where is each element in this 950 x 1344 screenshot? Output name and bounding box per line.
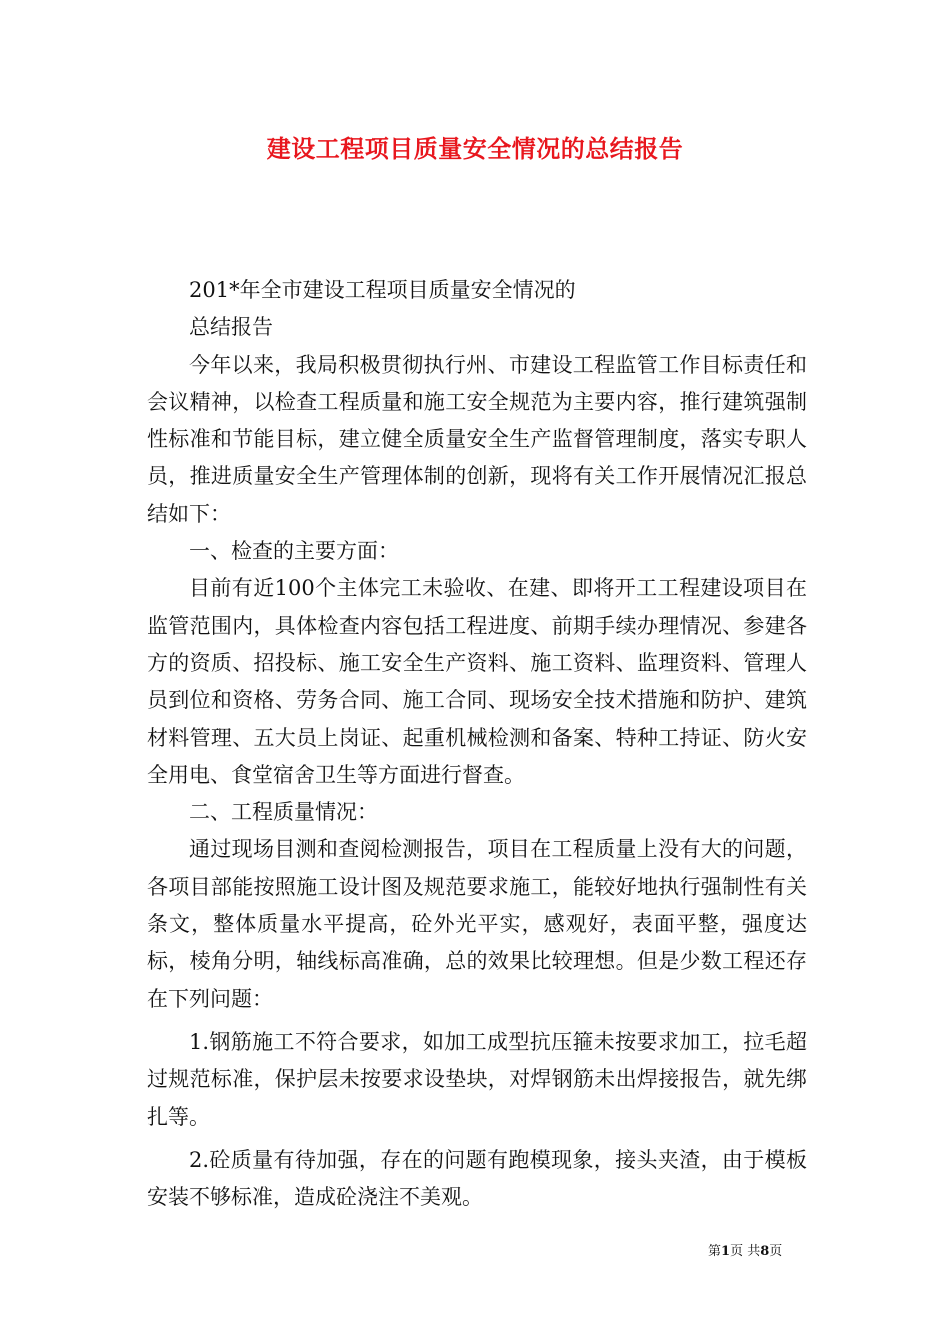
document-title: 建设工程项目质量安全情况的总结报告 [266, 134, 684, 163]
page-total: 8 [760, 1244, 770, 1259]
page-number [708, 1243, 782, 1261]
paragraph-quality: 通过现场目测和查阅检测报告，项目在工程质量上没有大的问题，各项目部能按照施工设计图及规范要求施工，能较好地执行强制性有关条文，整体质量水平提高，砼外光平实，感观好，表面平整，强度达标，棱角分明，轴线标高准确，总的效果比较理想。但是少数工程还存在下列问题： [147, 837, 807, 1011]
page-current: 1 [721, 1244, 731, 1259]
section-heading-quality: 二、工程质量情况： [189, 800, 378, 825]
list-item-rebar: 1.钢筋施工不符合要求，如加工成型抗压箍未按要求加工，拉毛超过规范标准，保护层未按要求设垫块，对焊钢筋未出焊接报告，就先绑扎等。 [147, 1029, 807, 1129]
list-item-concrete: 2.砼质量有待加强，存在的问题有跑模现象，接头夹渣，由于模板安装不够标准，造成砼浇注不美观。 [147, 1147, 807, 1210]
paragraph-inspection: 目前有近100个主体完工未验收、在建、即将开工工程建设项目在监管范围内，具体检查内容包括工程进度、前期手续办理情况、参建各方的资质、招投标、施工安全生产资料、施工资料、监理资料、管理人员到位和资格、劳务合同、施工合同、现场安全技术措施和防护、建筑材料管理、五大员上岗证、起重机械检测和备案、特种工持证、防火安全用电、食堂宿舍卫生等方面进行督查。 [147, 576, 807, 787]
paragraph-heading-line-1: 201*年全市建设工程项目质量安全情况的 [189, 278, 576, 302]
document-body [147, 272, 807, 1216]
page-suffix: 页 [769, 1244, 783, 1259]
page-prefix: 第 [708, 1244, 722, 1259]
section-heading-inspection: 一、检查的主要方面： [189, 539, 399, 564]
paragraph-intro: 今年以来，我局积极贯彻执行州、市建设工程监管工作目标责任和会议精神，以检查工程质量和施工安全规范为主要内容，推行建筑强制性标准和节能目标，建立健全质量安全生产监督管理制度，落实专职人员，推进质量安全生产管理体制的创新，现将有关工作开展情况汇报总结如下： [147, 352, 807, 526]
paragraph-heading-line-2: 总结报告 [189, 315, 273, 340]
page-middle: 页 共 [730, 1244, 761, 1259]
